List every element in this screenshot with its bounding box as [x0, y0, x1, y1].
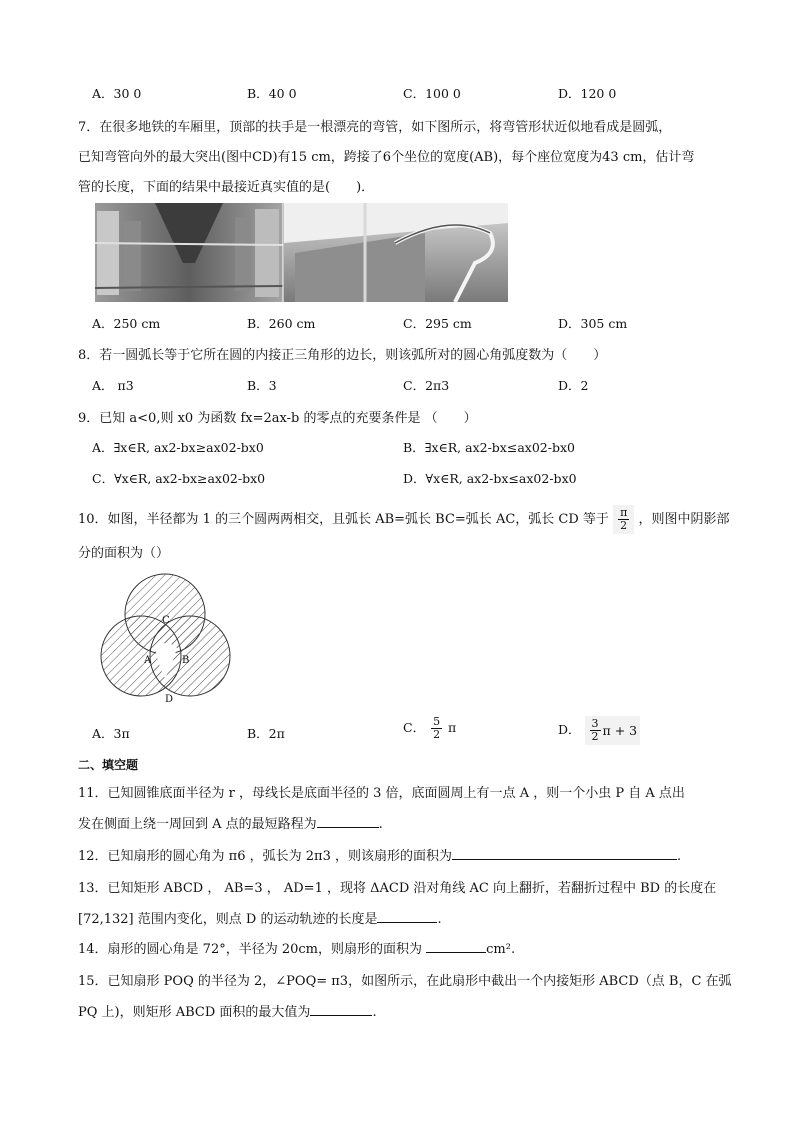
q13-line-2-end: . [437, 912, 442, 927]
q6-option-a: A．30 0 [92, 86, 142, 101]
q15-answer-blank[interactable] [310, 1003, 372, 1016]
q10-line-2: 分的面积为（） [78, 546, 170, 561]
label-b: B [182, 655, 190, 666]
q11-line-1: 11．已知圆锥底面半径为 r ，母线长是底面半径的 3 倍，底面圆周上有一点 A ，则一个小虫 P 自 A 点出 [78, 786, 685, 801]
q9-option-b: B．∃x∈R, ax2-bx≤ax02-bx0 [403, 440, 575, 455]
q15-line-2-end: . [372, 1005, 377, 1020]
q14-answer-blank[interactable] [426, 940, 486, 953]
subway-handrail-photo [95, 203, 508, 302]
q10-fraction-box [613, 505, 634, 534]
q10-option-c-num: 5 [433, 715, 441, 728]
q15-line-1: 15．已知扇形 POQ 的半径为 2，∠POQ= π3，如图所示，在此扇形中截出一个内接矩形 ABCD（点 B，C 在弧 [78, 974, 732, 989]
q13-line-2 [78, 908, 442, 927]
label-a: A [144, 655, 152, 666]
q15-line-2 [78, 1001, 377, 1020]
q7-line-2: 已知弯管向外的最大突出(图中CD)有15 cm，跨接了6个坐位的宽度(AB)，每个座位宽度为43 cm，估计弯 [78, 150, 695, 165]
q10-option-d [558, 716, 640, 745]
q15-line-2-text: PQ 上)，则矩形 ABCD 面积的最大值为 [78, 1005, 311, 1020]
q7-option-d: D．305 cm [558, 316, 628, 331]
q10-line-1 [78, 505, 729, 534]
q10-option-c-suffix: π [448, 720, 457, 735]
section-title: 二、填空题 [78, 758, 139, 772]
q10-option-a: A．3π [92, 726, 130, 741]
q7-line-3: 管的长度，下面的结果中最接近真实值的是( )． [78, 180, 375, 195]
q10-option-d-prefix: D． [558, 722, 581, 737]
q7-line-1: 7．在很多地铁的车厢里，顶部的扶手是一根漂亮的弯管，如下图所示，将弯管形状近似地看成是圆弧， [78, 120, 672, 135]
q10-text-before: 10．如图，半径都为 1 的三个圆两两相交，且弧长 AB=弧长 BC=弧长 AC，弧长 CD 等于 [78, 512, 609, 527]
q10-option-d-box [585, 716, 641, 745]
q13-line-2-text: [72,132] 范围内变化，则点 D 的运动轨迹的长度是 [78, 912, 378, 927]
q7-option-c: C．295 cm [403, 316, 472, 331]
q7-option-a: A．250 cm [92, 316, 161, 331]
label-d: D [165, 694, 174, 705]
q12-text: 12．已知扇形的圆心角为 π6 ，弧长为 2π3 ，则该扇形的面积为 [78, 849, 452, 864]
q10-option-d-den: 2 [591, 730, 599, 743]
q12-answer-blank[interactable] [452, 847, 677, 860]
q6-option-c: C．100 0 [403, 86, 461, 101]
q14-unit: cm². [486, 942, 516, 957]
label-c: C [162, 615, 170, 626]
q10-frac-num: π [620, 506, 628, 519]
q6-option-d: D．120 0 [558, 86, 617, 101]
q8-option-c: C．2π3 [403, 378, 450, 393]
q7-option-b: B．260 cm [247, 316, 316, 331]
q8-question: 8．若一圆弧长等于它所在圆的内接正三角形的边长，则该弧所对的圆心角弧度数为（ ） [78, 348, 607, 363]
q14-line [78, 938, 515, 957]
q8-option-d: D．2 [558, 378, 589, 393]
q10-option-c [403, 716, 456, 741]
q10-option-d-num: 3 [591, 717, 599, 730]
q9-option-a: A．∃x∈R, ax2-bx≥ax02-bx0 [92, 440, 264, 455]
q6-option-b: B．40 0 [247, 86, 297, 101]
q13-line-1: 13．已知矩形 ABCD ， AB=3 ， AD=1 ，现将 ΔACD 沿对角线 AC 向上翻折，若翻折过程中 BD 的长度在 [78, 881, 717, 896]
q11-answer-blank[interactable] [317, 815, 379, 828]
q10-fraction [618, 507, 629, 532]
q9-option-c: C．∀x∈R, ax2-bx≥ax02-bx0 [92, 471, 266, 486]
q10-text-after: ，则图中阴影部 [638, 512, 730, 527]
q11-line-2-text: 发在侧面上绕一周回到 A 点的最短路程为 [78, 817, 317, 832]
q13-answer-blank[interactable] [377, 910, 437, 923]
q11-line-2-end: . [378, 817, 383, 832]
subway-photo-drawing [95, 203, 508, 302]
q10-option-c-fraction [431, 716, 442, 741]
q8-option-b: B．3 [247, 378, 277, 393]
q10-option-d-fraction [590, 718, 601, 743]
q11-line-2 [78, 813, 383, 832]
three-circles-drawing [95, 568, 245, 708]
q9-option-d: D．∀x∈R, ax2-bx≤ax02-bx0 [403, 471, 577, 486]
q10-option-c-prefix: C． [403, 720, 426, 735]
q14-text: 14．扇形的圆心角是 72°，半径为 20cm，则扇形的面积为 [78, 942, 427, 957]
q10-option-c-den: 2 [433, 728, 441, 741]
three-circles-figure [95, 568, 245, 712]
q8-option-a: A． π3 [92, 378, 134, 393]
q10-frac-den: 2 [620, 519, 628, 532]
q10-option-b: B．2π [247, 726, 285, 741]
q12-line [78, 845, 681, 864]
q12-end: . [676, 849, 682, 864]
q9-question: 9．已知 a<0,则 x0 为函数 fx=2ax-b 的零点的充要条件是 （ ） [78, 411, 477, 426]
q10-option-d-suffix: π + 3 [602, 723, 638, 738]
